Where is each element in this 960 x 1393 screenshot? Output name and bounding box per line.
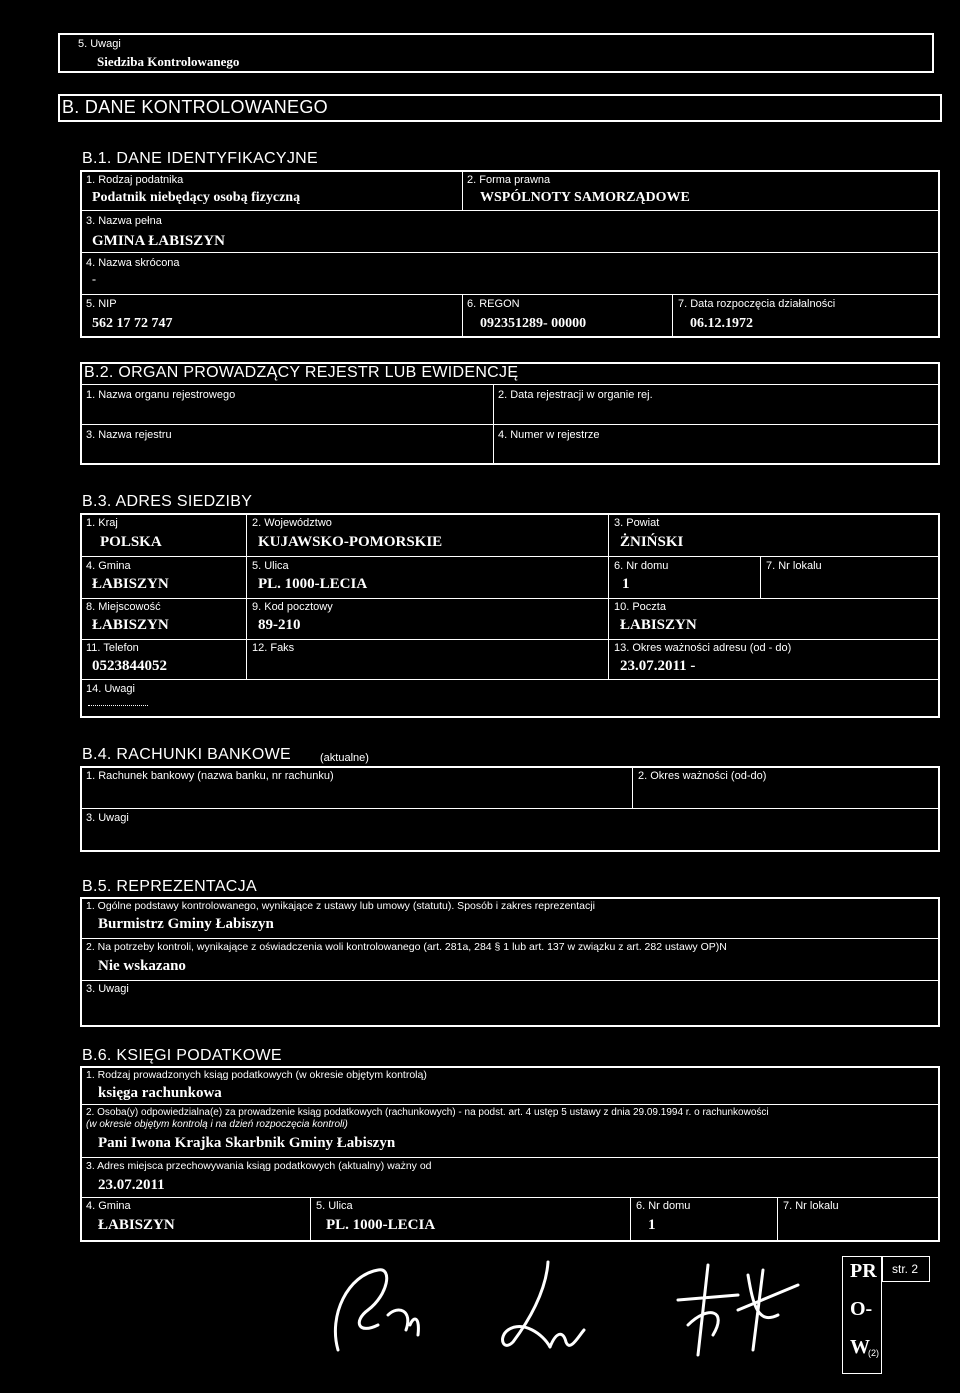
b6-field3-label: 3. Adres miejsca przechowywania ksiąg podatkowych (aktualny) ważny od [86, 1160, 432, 1172]
b1-field2-label: 2. Forma prawna [467, 174, 551, 186]
b3-field1-value: POLSKA [100, 534, 162, 550]
b5-field2-label: 2. Na potrzeby kontroli, wynikające z oświadczenia woli kontrolowanego (art. 281a, 284 § 1 lub art. 137 w związku z art. 282 ustawy OP)N [86, 941, 727, 953]
b1-row-line [80, 210, 940, 211]
b6-field5-label: 5. Ulica [316, 1200, 353, 1212]
page-number: str. 2 [892, 1262, 919, 1276]
b3-field6-label: 6. Nr domu [614, 560, 669, 572]
section-b5-title: B.5. REPREZENTACJA [82, 878, 257, 895]
b6-row-line [80, 1104, 940, 1105]
b5-field1-label: 1. Ogólne podstawy kontrolowanego, wynikające z ustawy lub umowy (statutu). Sposób i zakres reprezentacji [86, 900, 595, 912]
b6-field1-label: 1. Rodzaj prowadzonych ksiąg podatkowych (w okresie objętym kontrolą) [86, 1069, 427, 1081]
section-b3-title: B.3. ADRES SIEDZIBY [82, 493, 253, 510]
b6-row-line [80, 1157, 940, 1158]
b2-field4-label: 4. Numer w rejestrze [498, 429, 600, 441]
b3-field8-label: 8. Miejscowość [86, 601, 161, 613]
b1-field4-value: - [92, 272, 96, 286]
b6-field1-value: księga rachunkowa [98, 1085, 222, 1101]
b1-field1-value: Podatnik niebędący osobą fizyczną [92, 190, 301, 205]
b2-field1-label: 1. Nazwa organu rejestrowego [86, 389, 236, 401]
b3-row-line [80, 679, 940, 680]
b4-row-line [80, 808, 940, 809]
b1-field6-value: 092351289- 00000 [480, 316, 587, 331]
b3-field11-label: 11. Telefon [86, 642, 139, 654]
b3-field9-value: 89-210 [258, 617, 301, 633]
signature-3 [668, 1255, 808, 1365]
section-b2-title: B.2. ORGAN PROWADZĄCY REJESTR LUB EWIDENCJĘ [84, 364, 519, 381]
b3-field11-value: 0523844052 [92, 658, 167, 674]
form-code-line3: W [850, 1336, 870, 1358]
signature-1 [318, 1255, 438, 1365]
b3-field2-value: KUJAWSKO-POMORSKIE [258, 534, 443, 550]
b3-field4-value: ŁABISZYN [92, 576, 169, 592]
top-remarks-label: 5. Uwagi [78, 38, 121, 50]
b3-field2-label: 2. Województwo [252, 517, 332, 529]
b6-field5-value: PL. 1000-LECIA [326, 1217, 436, 1233]
b1-field5-label: 5. NIP [86, 298, 117, 310]
section-b4-title-note: (aktualne) [320, 752, 369, 764]
form-code-line2: O- [850, 1298, 873, 1320]
b5-row-line [80, 938, 940, 939]
b3-field6-value: 1 [622, 576, 630, 592]
b5-row-line [80, 980, 940, 981]
b3-field5-value: PL. 1000-LECIA [258, 576, 368, 592]
b1-field1-label: 1. Rodzaj podatnika [86, 174, 184, 186]
b1-field3-label: 3. Nazwa pełna [86, 215, 162, 227]
b6-field4-label: 4. Gmina [86, 1200, 131, 1212]
form-code-sub: (2) [868, 1348, 879, 1358]
b3-row-line [80, 639, 940, 640]
b3-field5-label: 5. Ulica [252, 560, 289, 572]
b3-col-line [760, 556, 761, 598]
b4-field2-label: 2. Okres ważności (od-do) [638, 770, 767, 782]
b6-field7-label: 7. Nr lokalu [783, 1200, 839, 1212]
b3-field10-label: 10. Poczta [614, 601, 666, 613]
b2-field2-label: 2. Data rejestracji w organie rej. [498, 389, 653, 401]
b3-row-line [80, 556, 940, 557]
b3-field9-label: 9. Kod pocztowy [252, 601, 333, 613]
b6-field2-label: 2. Osoba(y) odpowiedzialna(e) za prowadzenie ksiąg podatkowych (rachunkowych) - na podst. art. 4 ustęp 5 ustawy z dnia 29.09.1994 r. o rachunkowości [86, 1107, 769, 1118]
top-remarks-value: Siedziba Kontrolowanego [97, 54, 240, 69]
b3-field13-label: 13. Okres ważności adresu (od - do) [614, 642, 792, 654]
b1-field5-value: 562 17 72 747 [92, 316, 173, 331]
b2-row-line [80, 424, 940, 425]
b5-field1-value: Burmistrz Gminy Łabiszyn [98, 916, 274, 932]
b1-col-line [462, 294, 463, 338]
b6-field3-value: 23.07.2011 [98, 1177, 165, 1193]
b1-col-line [462, 170, 463, 210]
b2-row-line [80, 384, 940, 385]
b3-field8-value: ŁABISZYN [92, 617, 169, 633]
b5-field2-value: Nie wskazano [98, 958, 186, 974]
signature-2 [488, 1252, 598, 1362]
b3-remarks-dots [88, 705, 148, 706]
b3-field7-label: 7. Nr lokalu [766, 560, 822, 572]
b3-field1-label: 1. Kraj [86, 517, 118, 529]
b3-row-line [80, 598, 940, 599]
b1-field7-value: 06.12.1972 [690, 316, 753, 331]
b3-field12-label: 12. Faks [252, 642, 295, 654]
b1-field2-value: WSPÓLNOTY SAMORZĄDOWE [480, 190, 690, 205]
b3-col-line [246, 513, 247, 679]
b5-field3-label: 3. Uwagi [86, 983, 129, 995]
b3-field4-label: 4. Gmina [86, 560, 131, 572]
section-b6-title: B.6. KSIĘGI PODATKOWE [82, 1047, 282, 1064]
b1-col-line [672, 294, 673, 338]
section-b-title: B. DANE KONTROLOWANEGO [62, 97, 328, 117]
b4-field3-label: 3. Uwagi [86, 812, 129, 824]
b3-col-line [608, 513, 609, 679]
b1-field3-value: GMINA ŁABISZYN [92, 233, 225, 249]
b3-field10-value: ŁABISZYN [620, 617, 697, 633]
b4-field1-label: 1. Rachunek bankowy (nazwa banku, nr rachunku) [86, 770, 334, 782]
b6-field2-sublabel: (w okresie objętym kontrolą i na dzień rozpoczęcia kontroli) [86, 1119, 348, 1130]
b2-field3-label: 3. Nazwa rejestru [86, 429, 172, 441]
section-b1-title: B.1. DANE IDENTYFIKACYJNE [82, 150, 318, 167]
b4-col-line [632, 766, 633, 808]
b6-field4-value: ŁABISZYN [98, 1217, 175, 1233]
b6-field6-value: 1 [648, 1217, 656, 1233]
b3-field3-label: 3. Powiat [614, 517, 660, 529]
section-b4-title: B.4. RACHUNKI BANKOWE [82, 746, 292, 763]
b6-col-line [310, 1197, 311, 1242]
b1-row-line [80, 252, 940, 253]
b6-row-line [80, 1197, 940, 1198]
b6-field2-value: Pani Iwona Krajka Skarbnik Gminy Łabiszyn [98, 1135, 396, 1151]
section-b3-box [80, 513, 940, 718]
b6-col-line [777, 1197, 778, 1242]
b1-row-line [80, 294, 940, 295]
b1-field6-label: 6. REGON [467, 298, 520, 310]
b1-field7-label: 7. Data rozpoczęcia działalności [678, 298, 836, 310]
b1-field4-label: 4. Nazwa skrócona [86, 257, 180, 269]
b6-field6-label: 6. Nr domu [636, 1200, 691, 1212]
b3-field3-value: ŻNIŃSKI [620, 534, 684, 550]
b3-field14-label: 14. Uwagi [86, 683, 135, 695]
form-code-line1: PR [850, 1260, 877, 1282]
b3-field13-value: 23.07.2011 - [620, 658, 696, 674]
b2-col-line [493, 384, 494, 465]
b6-col-line [630, 1197, 631, 1242]
